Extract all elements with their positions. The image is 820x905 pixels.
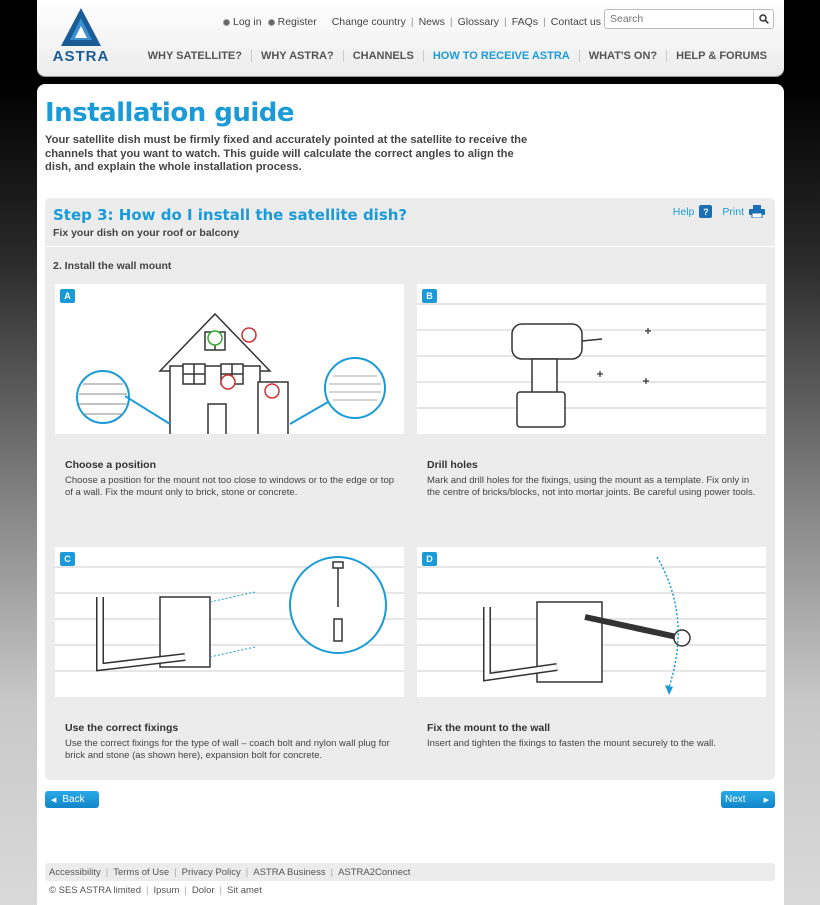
step-title: Step 3: How do I install the satellite dish?	[53, 206, 408, 224]
step-box	[45, 198, 775, 780]
panel-title: Choose a position	[65, 459, 157, 471]
news-link[interactable]: News	[418, 16, 445, 28]
panel-title: Drill holes	[427, 459, 478, 471]
panel-a	[55, 284, 404, 519]
step-tools	[673, 205, 765, 218]
nav-whats-on[interactable]: WHAT'S ON?	[579, 50, 666, 62]
help-icon[interactable]: ?	[699, 205, 712, 218]
register-bullet-icon	[268, 19, 275, 26]
site-header	[37, 0, 784, 76]
faqs-link[interactable]: FAQs	[511, 16, 539, 28]
panel-description: Use the correct fixings for the type of wall – coach bolt and nylon wall plug for brick and stone (as shown here), expansion bolt for concrete.	[65, 738, 390, 762]
change-country-link[interactable]: Change country	[331, 16, 406, 28]
panel-c-illustration	[55, 547, 404, 697]
search-input[interactable]	[605, 10, 753, 28]
back-button[interactable]	[45, 791, 99, 808]
footer-dolor-link[interactable]: Dolor	[191, 885, 215, 896]
register-link[interactable]: Register	[277, 16, 317, 28]
login-link[interactable]: Log in	[233, 16, 262, 28]
footer-terms-link[interactable]: Terms of Use	[113, 866, 170, 878]
footer-astra2connect-link[interactable]: ASTRA2Connect	[338, 866, 411, 878]
panel-description: Mark and drill holes for the fixings, using the mount as a template. Fix only in the centre of bricks/blocks, not into mortar joints. Be careful using power tools.	[427, 475, 756, 499]
nav-how-to-receive[interactable]: HOW TO RECEIVE ASTRA	[423, 50, 579, 62]
panel-letter: D	[422, 552, 437, 566]
footer-business-link[interactable]: ASTRA Business	[253, 866, 326, 878]
contact-us-link[interactable]: Contact us	[550, 16, 601, 28]
footer-copyright	[49, 885, 262, 896]
astra-logo-icon	[61, 8, 101, 46]
separator: |	[449, 16, 453, 28]
back-arrow-icon: ◀	[51, 796, 57, 804]
separator: |	[184, 885, 187, 896]
separator: |	[146, 885, 149, 896]
separator: |	[219, 885, 222, 896]
main-content	[37, 84, 784, 905]
glossary-link[interactable]: Glossary	[457, 16, 500, 28]
fixings-illustration	[55, 547, 404, 697]
separator: |	[504, 16, 507, 28]
separator: |	[105, 866, 109, 878]
panel-d	[417, 547, 766, 782]
separator: |	[410, 16, 414, 28]
section-title: 2. Install the wall mount	[53, 260, 172, 272]
panel-b-illustration	[417, 284, 766, 434]
print-link[interactable]: Print	[722, 205, 744, 218]
astra-logo[interactable]	[51, 8, 111, 68]
copyright-text: © SES ASTRA limited	[49, 885, 142, 896]
drill-illustration	[417, 284, 766, 434]
divider	[45, 246, 775, 247]
panel-description: Insert and tighten the fixings to fasten the mount securely to the wall.	[427, 738, 716, 749]
nav-help-forums[interactable]: HELP & FORUMS	[666, 50, 776, 62]
house-illustration	[55, 284, 404, 434]
nav-why-satellite[interactable]: WHY SATELLITE?	[147, 50, 242, 62]
help-link[interactable]: Help	[672, 205, 695, 218]
main-nav	[139, 50, 776, 62]
panel-b	[417, 284, 766, 519]
search-box	[604, 9, 774, 29]
separator: |	[543, 16, 546, 28]
login-bullet-icon	[223, 19, 230, 26]
panel-a-illustration	[55, 284, 404, 434]
footer-privacy-link[interactable]: Privacy Policy	[181, 866, 241, 878]
separator: |	[174, 866, 177, 878]
intro-text: Your satellite dish must be firmly fixed and accurately pointed at the satellite to receive the channels that you want to watch. This guide will calculate the correct angles to align the dish, and explain the whole installation process.	[45, 134, 528, 173]
print-icon[interactable]	[749, 205, 765, 218]
next-button-label: Next	[725, 794, 746, 805]
step-subtitle: Fix your dish on your roof or balcony	[53, 227, 240, 239]
logo-text: ASTRA	[52, 48, 110, 65]
separator: |	[330, 866, 334, 878]
panel-title: Use the correct fixings	[65, 722, 179, 734]
search-icon	[759, 14, 769, 24]
panel-letter: A	[60, 289, 75, 303]
panel-d-illustration	[417, 547, 766, 697]
search-button[interactable]	[753, 10, 773, 28]
separator: |	[245, 866, 249, 878]
next-arrow-icon: ▶	[763, 796, 769, 804]
next-button[interactable]	[721, 791, 775, 808]
panel-c	[55, 547, 404, 782]
panel-title: Fix the mount to the wall	[427, 722, 551, 734]
nav-why-astra[interactable]: WHY ASTRA?	[251, 50, 343, 62]
nav-channels[interactable]: CHANNELS	[343, 50, 423, 62]
footer-accessibility-link[interactable]: Accessibility	[49, 866, 101, 878]
footer-sitamet-link[interactable]: Sit amet	[227, 885, 262, 896]
panel-description: Choose a position for the mount not too close to windows or to the edge or top of a wall. Fix the mount only to brick, stone or concrete.	[65, 475, 395, 499]
footer-ipsum-link[interactable]: Ipsum	[153, 885, 180, 896]
page-title: Installation guide	[45, 98, 295, 128]
utility-nav	[223, 16, 601, 28]
back-button-label: Back	[62, 794, 85, 805]
mount-illustration	[417, 547, 766, 697]
footer-links	[45, 863, 775, 881]
panel-letter: B	[422, 289, 437, 303]
panel-letter: C	[60, 552, 75, 566]
